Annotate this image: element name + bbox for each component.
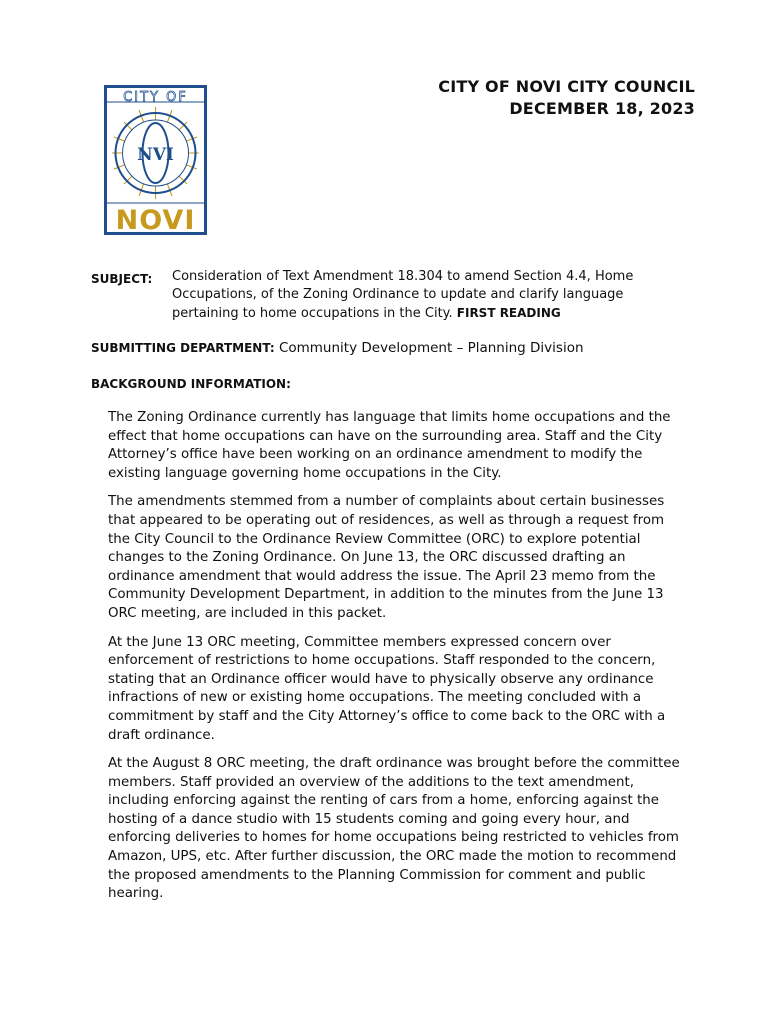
background-paragraph-2: The amendments stemmed from a number of complaints about certain businesses that appeared to be operating out of residences, as well as through a request from the City Council to the Ordinance Review Committee (ORC) to explore potential changes to the Zoning Ordinance. On June 13, the ORC discussed drafting an ordinance amendment that would address the issue. The April 23 memo from the Community Development Department, in addition to the minutes from the June 13 ORC meeting, are included in this packet. (108, 494, 665, 621)
submitting-department (91, 339, 584, 357)
submitting-department-label: SUBMITTING DEPARTMENT: (91, 341, 275, 355)
background-paragraph-1: The Zoning Ordinance currently has language that limits home occupations and the effect that home occupations can have on the surrounding area. Staff and the City Attorney’s office have been working on an ordinance amendment to modify the existing language governing home occupations in the City. (108, 410, 671, 481)
subject-description: Consideration of Text Amendment 18.304 to amend Section 4.4, Home Occupations, of the Zoning Ordinance to update and clarify language pertaining to home occupations in the City. (172, 269, 634, 321)
document-header (438, 76, 695, 120)
subject-label: SUBJECT: (91, 272, 153, 286)
header-meeting-date: DECEMBER 18, 2023 (509, 99, 695, 118)
background-paragraph-3: At the June 13 ORC meeting, Committee members expressed concern over enforcement of restrictions to home occupations. Staff responded to the concern, stating that an Ordinance officer would have to physically observe any ordinance infractions of new or existing home occupations. The meeting concluded with a commitment by staff and the City Attorney’s office to come back to the ORC with a draft ordinance. (108, 634, 666, 743)
logo-bottom-text: NOVI (115, 205, 196, 235)
logo-top-text: CITY OF (123, 90, 188, 105)
logo-monogram: NVI (137, 145, 174, 165)
subject-text (172, 268, 662, 323)
subject-reading: FIRST READING (456, 306, 561, 320)
header-council-name: CITY OF NOVI CITY COUNCIL (438, 77, 695, 96)
city-of-novi-logo (104, 85, 207, 235)
background-heading: BACKGROUND INFORMATION: (91, 377, 291, 391)
submitting-department-value: Community Development – Planning Division (274, 340, 584, 356)
background-body (108, 409, 680, 914)
background-paragraph-4: At the August 8 ORC meeting, the draft ordinance was brought before the committee members. Staff provided an overview of the additions to the text amendment, including enforcing against the renting of cars from a home, enforcing against the hosting of a dance studio with 15 students coming and going every hour, and enforcing deliveries to homes for home occupations being restricted to vehicles from Amazon, UPS, etc. After further discussion, the ORC made the motion to recommend the proposed amendments to the Planning Commission for comment and public hearing. (108, 756, 680, 902)
